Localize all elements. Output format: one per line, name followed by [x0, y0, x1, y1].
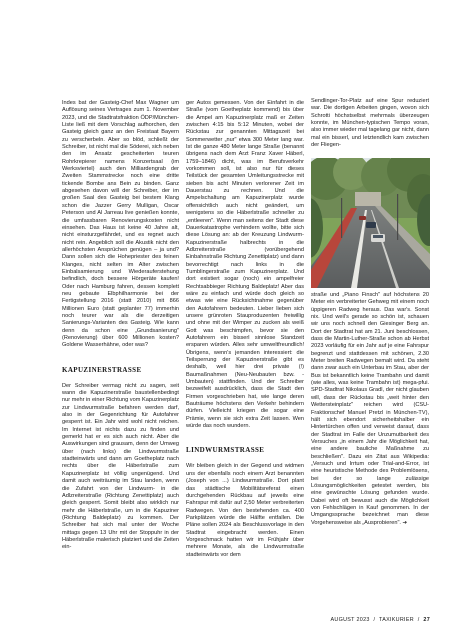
paragraph: Sendlinger-Tor-Platz auf eine Spur reduziert war. Die dortigen Arbeiten gingen, wovon sich Schrotti höchstselbst mehrmals überzeugen konnte, im München-typischen Tempo voran, also immer wieder mal tagelang gar nicht, dann mal ein bisserl, und letztendlich kam zwischen der Fliegen-	[311, 98, 429, 149]
magazine-name: TAXIKURIER	[379, 617, 414, 623]
page-footer: AUGUST 2023 / TAXIKURIER / 27	[330, 617, 430, 623]
street-photo-icon	[311, 158, 430, 288]
section-heading-kapuzinerstrasse: KAPUZINERSTRASSE	[62, 365, 142, 374]
issue-date: AUGUST 2023	[330, 617, 370, 623]
article-column-3-continued	[311, 292, 429, 527]
article-column-3	[311, 98, 429, 149]
section-heading-lindwurmstrasse: LINDWURMSTRASSE	[186, 446, 265, 455]
page-number: 27	[423, 617, 430, 623]
arrow-right-icon: ➔	[402, 519, 408, 526]
paragraph: ger Autos gemessen. Von der Einfahrt in die Straße (vom Goetheplatz kommend) bis über die Ampel am Kapuzinerplatz maß er Zeiten zwischen 4:15 bis 5:12 Minuten, wobei der Rückstau zur genannten Mittagszeit bei Sommerwetter „nur" etwa 300 Meter lang war. Ist die ganze 480 Meter lange Straße (benannt übrigens nach dem Arzt Franz Xaver Häberl, 1759–1846) dicht, was im Berufsverkehr vorkommen soll, ist also nur für dieses Teilstück der gesamten Umleitungsstrecke mit sieben bis acht Minuten verlorener Zeit im Dauerstau zu rechnen. Und die Ampelschaltung am Kapuzinerplatz wurde offensichtlich auch nicht geändert, um wenigstens so die Häberlstraße schneller zu „entleeren". Wenn man seitens der Stadt diese Dauerkatastrophe verhindern wollte, bitte sich diese Lösung an: ab der Kreuzung Lindwurm-Kapuzinerstraße halbrechts in die Adlzreiterstraße (vorübergehend Einbahnstraße Richtung Zenettiplatz) und dann bevorrechtigt nach links in die Tumblingerstraße zum Kapuzinerplatz. Und dort existiert sogar (noch) ein ampelfreier Rechtsabbieger Richtung Baldeplatz! Aber das wäre zu einfach und würde doch gleich so etwas wie eine Rücksichtnahme gegenüber den Autofahrern bedeuten. Lieber lieben sich unsere grünroten Stauproduzenten freiwillig und ohne mit der Wimper zu zucken als weiß Gott was beschimpfen, bevor sie den Autofahrern ein bisserl sinnlose Standzeit ersparen würden. Alles sehr umweltfreundlich! Übrigens, wenn's jemanden interessiert: die Teilsperrung der Kapuzinerstraße gibt es deshalb, weil hier drei private (!) Baumaßnahmen (Neu-Neubauten bzw. -Umbauten) stattfinden. Und der Schreiber bezweifelt ausdrücklich, dass die Stadt den Firmen vorgeschrieben hat, wie lange deren Bauträume höchstens den Verkehr behindern dürfen. Vielleicht kriegen die sogar eine Prämie, wenn sie sich extra Zeit lassen. Wen würde das noch wundern.	[186, 100, 304, 430]
paragraph: Der Schreiber vermag nicht zu sagen, seit wann die Kapuzinerstraße baustellenbedingt nur mehr in einer Richtung vom Kapuzinerplatz zur Lindwurmstraße befahren werden darf, also in der Gegenrichtung für Autofahrer gesperrt ist. Ein Jahr wird wohl nicht reichen. Im Internet ist nichts dazu zu finden und gemerkt hat er es sich auch nicht. Aber die Auswirkungen sind grausam, denn der Umweg über (nach links) die Lindwurmstraße stadteinwärts und dann am Goetheplatz nach rechts über die Häberlstraße zum Kapuzinerplatz ist völlig ungenügend. Und damit auch weiträumig im Stau landen, wenn die Zufahrt von der Lindwurm- in die Adlzreiterstraße (Richtung Zenettiplatz) auch gleich gesperrt. Somit bleibt also wirklich nur mehr die Häberlstraße, um in die Kapuziner (Richtung Baldeplatz) zu kommen. Der Schreiber hat sich mal unter der Woche mittags gegen 13 Uhr mit der Stoppuhr in der Häberlstraße malerisch platziert und die Zeiten ein-	[62, 382, 179, 551]
article-column-2	[186, 100, 304, 559]
street-photo	[311, 158, 430, 288]
paragraph: straße und „Piano Finsch" auf höchstens 20 Meter ein verbreiterter Gehweg mit einem noch üppigeren Radweg heraus. Das war's. Sonst nix. Und weil's gerade so schön ist, schauen wir uns noch schnell den Giesinger Berg an. Dort der Stadtrat hat am 21. Juni beschlossen, dass die Martin-Luther-Straße schon ab Herbst 2023 vorläufig für ein Jahr auf je eine Fahrspur begrenzt und stattdessen mit schönen, 2.30 Meter breiten Radwegen bemalt wird. Da steht dann zwar auch ein Unterbau im Stau, aber der Bus ist bekanntlich keine Trambahn und damit (wie alles, was keine Trambahn ist) mega-pfui. SPD-Stadtrat Nikolaus Gradl, der nicht glauben will, dass der Rückstau bis „weit hinter den Wettersteinplatz" reichen wird (CSU-Fraktionschef Manuel Pretzl in München-TV), hält sich ebendort sicherheitshalber ein Hintertürchen offen und verweist darauf, dass der Stadtrat im Falle der Unzumutbarkeit des Versuches „in einem Jahr die Möglichkeit hat, eine andere bauliche Maßnahme zu beschließen". Dazu ein Zitat aus Wikipedia: „Versuch und Irrtum oder Trial-and-Error, ist eine heuristische Methode des Problemlösens, bei der so lange zulässige Lösungsmöglichkeiten getestet werden, bis eine gewünschte Lösung gefunden wurde. Dabei wird oft bewusst auch die Möglichkeit von Fehlschlägen in Kauf genommen. In der Umgangssprache bezeichnet man diese Vorgehensweise als „Ausprobieren". ➔	[311, 292, 429, 526]
paragraph: Wir bleiben gleich in der Gegend und widmen uns der ebenfalls noch einem Arzt benannten (Joseph von ...) Lindwurmstraße. Dort plant das städtische Mobilitätsreferat einen durchgehenden Rückbau auf jeweils eine Fahrspur mit dafür auf 2,50 Meter verbreiterten Radwegen. Von den bestehenden ca. 400 Parkplätzen würde die Hälfte entfallen. Die Pläne sollen 2024 als Beschlussvorlage in den Stadtrat eingebracht werden. Einen Vorgeschmack hatten wir im Frühjahr über mehrere Monate, als die Lindwurmstraße stadteinwärts vor dem	[186, 463, 304, 558]
paragraph: Indes bat der Gasteig-Chef Max Wagner um Auflösung seines Vertrages zum 1. November 2023, und die Stadtratsfraktion ÖDP/München-Liste ließ mit dem Vorschlag aufhorchen, den Gasteig gleich ganz an den Freistaat Bayern zu verscherbeln. Aber so blöd, schließt der Schreiber, ist nicht mal die Söderei, sich neben den im Ansatz gescheiterten teuren Rohrkrepierer namens Konzertsaal (im Werksviertel) auch den Milliardengrab der Zweiten Stammstrecke noch eine dritte tickende Bombe ans Bein zu binden. Ganz abgesehen davon will der Schreiber, der im großen Saal des Gasteig bei bestem Klang schon die Jazzer Gerry Mulligan, Oscar Peterson und Al Jarreau live genießen konnte, die umfassbaren Renovierungskosten nicht einsehen. Das Haus ist keine 40 Jahre alt, nicht einsturzgefährdet, und es regnet auch nicht rein. Angeblich soll die Akustik nicht den allerhöchsten Ansprüchen genügen – ja und? Dann sollen sich die Hohepriester des feinen Klanges, nicht selten im Alter zwischen Einbalsamierung und Wiederauferstehung befindlich, doch bessere Hörgeräte kaufen! Oder nach Hamburg fahren, dessen komplett neu gebaute Elbphilharmonie bei der Fertigstellung 2016 (statt 2010) mit 866 Millionen Euro (statt geplanter 77) immerhin noch teurer war als die derzeitigen Sanierungs-Varianten des Gasteig. Wie kann denn da schon eine „Grundsanierung" (Renovierung) über 600 Millionen kosten? Goldene Wasserhähne, oder was?	[62, 100, 179, 349]
article-column-1	[62, 100, 179, 552]
